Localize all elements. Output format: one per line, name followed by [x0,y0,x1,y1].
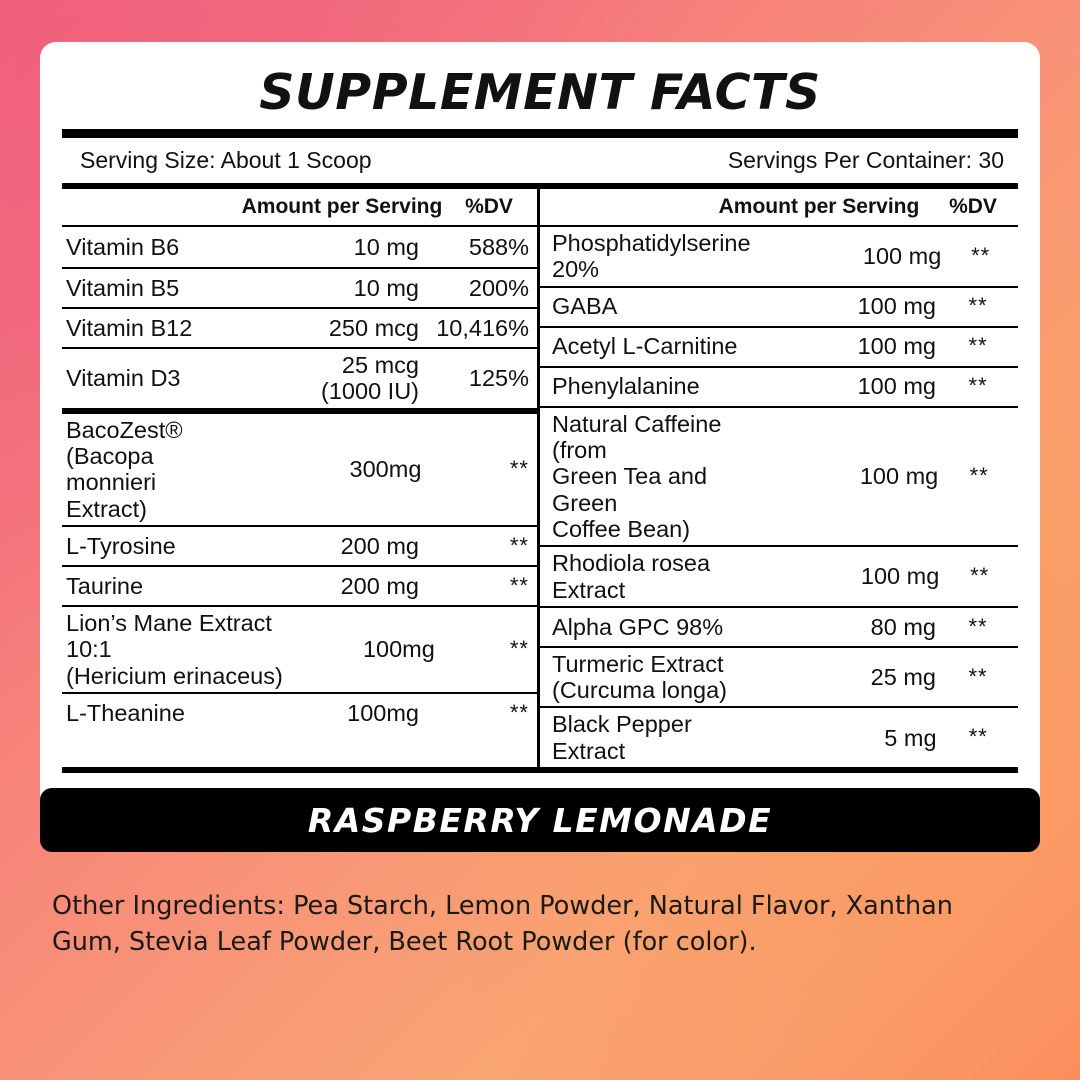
nutrient-name: Alpha GPC 98% [552,613,724,640]
nutrient-name: Black Pepper Extract [552,711,692,764]
nutrient-name-line1: Turmeric Extract [552,650,724,677]
nutrient-name: Rhodiola rosea Extract [552,550,711,603]
nutrient-name-line2: (Hericium erinaceus) [66,662,283,689]
nutrient-dv: ** [968,293,988,319]
nutrient-name: Taurine [66,572,144,599]
nutrient-name-line1: BacoZest® [66,416,183,443]
nutrient-dv: ** [969,463,989,489]
nutrient-name: L-Tyrosine [66,532,176,559]
nutrient-name: Vitamin D3 [66,365,181,392]
serving-info-row [62,138,1018,183]
nutrient-dv: 200% [468,274,529,301]
nutrient-name: Vitamin B12 [66,314,193,341]
nutrient-amount: 300mg [349,456,422,483]
nutrient-dv: ** [509,572,529,598]
nutrient-amount: 200 mg [340,572,419,599]
nutrient-dv: ** [509,699,529,725]
nutrient-dv: ** [509,532,529,558]
table-row [540,227,1018,286]
flavor-label: RASPBERRY LEMONADE [307,800,773,840]
nutrient-dv: ** [971,243,991,268]
nutrient-name: Phenylalanine [552,373,700,400]
nutrient-amount: 10 mg [353,233,419,260]
nutrient-name: GABA [552,293,618,320]
nutrient-amount: 5 mg [884,724,937,751]
header-amount-per-serving-right: Amount per Serving [718,195,920,218]
flavor-banner [40,788,1040,852]
table-row [62,347,537,408]
nutrient-amount: 100 mg [862,243,942,270]
nutrient-amount: 100 mg [857,333,936,360]
nutrient-amount: 25 mg [870,663,936,690]
table-row [62,414,537,525]
nutrient-name-line2: Green Tea and Green [552,463,708,516]
nutrient-amount: 100mg [362,636,435,663]
page-title: SUPPLEMENT FACTS [259,64,821,121]
nutrient-name: Vitamin B5 [66,274,180,301]
nutrient-name-line3: Coffee Bean) [552,515,691,542]
table-row [540,646,1018,707]
table-row [540,406,1018,546]
nutrient-amount: 10 mg [353,274,419,301]
nutrient-amount-line2: (1000 IU) [321,378,419,405]
nutrient-amount: 100 mg [857,373,936,400]
table-row [62,605,537,692]
nutrient-amount [239,352,429,405]
table-row [62,267,537,307]
nutrient-dv: ** [968,724,988,750]
nutrient-amount: 100 mg [859,463,939,490]
table-row [62,525,537,565]
nutrient-dv: ** [968,333,988,359]
table-row [62,692,537,732]
column-header-right [540,189,1018,225]
nutrient-dv: 588% [468,233,529,260]
nutrient-amount: 100mg [347,699,419,726]
servings-per-container-text: Servings Per Container: 30 [727,147,1004,173]
nutrient-column-left [62,189,540,767]
nutrient-amount: 250 mcg [328,314,419,341]
other-ingredients-text: Other Ingredients: Pea Starch, Lemon Powder, Natural Flavor, Xanthan Gum, Stevia Leaf Powder, Beet Root Powder (for color). [52,891,953,958]
nutrient-name-line2: (Curcuma longa) [552,677,728,704]
nutrient-dv: ** [509,455,529,481]
supplement-facts-panel [40,42,1040,832]
nutrient-amount: 100 mg [860,563,940,590]
nutrient-dv: ** [970,563,990,589]
header-dv-right: %DV [949,195,997,218]
nutrient-dv: ** [968,613,988,639]
nutrient-name-line1: Lion’s Mane Extract 10:1 [66,609,272,663]
nutrient-dv: 10,416% [436,314,529,341]
nutrient-name [62,610,283,689]
table-row [62,227,537,267]
nutrient-amount-line1: 25 mcg [341,352,419,378]
nutrient-dv: ** [968,663,988,689]
nutrient-dv: 125% [468,365,529,392]
nutrient-name [540,651,768,704]
nutrient-amount: 80 mg [870,613,936,640]
serving-size-text: Serving Size: About 1 Scoop [80,147,372,173]
nutrient-name: Acetyl L-Carnitine [552,333,738,360]
table-row [540,545,1018,606]
nutrient-name [62,417,246,522]
title-divider [62,129,1018,138]
nutrient-column-right [540,189,1018,767]
nutrient-dv: ** [509,636,529,662]
table-row [540,366,1018,406]
nutrient-dv: ** [968,373,988,399]
table-row [540,286,1018,326]
nutrient-name-line1: Natural Caffeine (from [552,410,722,463]
nutrient-name-line3: Extract) [66,495,147,522]
nutrient-name: Vitamin B6 [66,233,180,260]
nutrient-columns [62,189,1018,767]
table-row [540,326,1018,366]
header-amount-per-serving-left: Amount per Serving [241,195,443,218]
nutrient-amount: 100 mg [857,293,936,320]
nutrient-name [540,411,776,543]
nutrient-name: Phosphatidylserine 20% [552,230,751,283]
table-row [540,706,1018,767]
table-row [62,565,537,605]
column-header-left [62,189,537,225]
nutrient-amount: 200 mg [340,532,419,559]
nutrient-name: L-Theanine [66,699,185,726]
table-row [62,307,537,347]
nutrient-name-line2: (Bacopa monnieri [66,442,157,496]
header-dv-left: %DV [465,195,513,218]
table-row [540,606,1018,646]
